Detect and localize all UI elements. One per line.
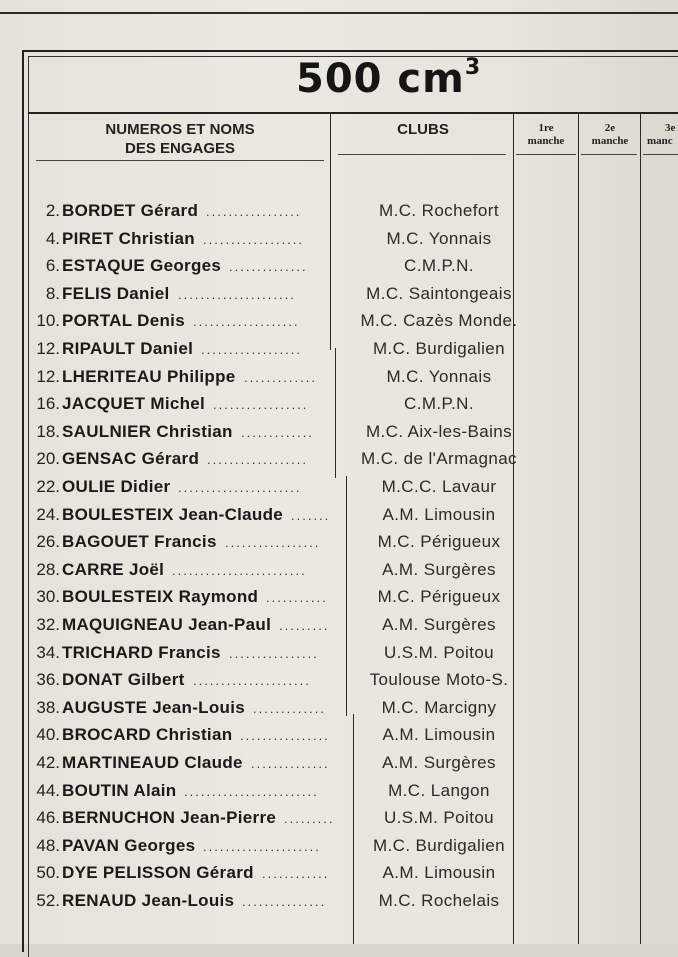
top-border (0, 0, 678, 14)
entry-number: 48. (36, 835, 60, 855)
entry-firstname: Michel (150, 394, 206, 414)
entry-surname: BOUTIN (62, 780, 129, 800)
entry-club: M.C. de l'Armagnac (361, 449, 517, 469)
entry-club: M.C. Yonnais (386, 228, 492, 248)
leader-dots: ............. (244, 369, 317, 385)
manche-2-num: 2e (604, 122, 616, 134)
entry-name (62, 753, 243, 773)
leader-dots: .............. (229, 259, 308, 275)
manche-3-num: 3e (665, 122, 676, 134)
table-row (32, 560, 632, 584)
entry-number: 36. (36, 670, 60, 690)
leader-dots: ............ (262, 866, 330, 882)
entry-club: M.C.C. Lavaur (381, 477, 497, 496)
entry-firstname: Christian (156, 725, 233, 745)
header-manche-2 (581, 122, 639, 148)
entry-name (62, 477, 170, 497)
header-noms-underline (36, 160, 324, 161)
entry-firstname: Christian (118, 228, 195, 248)
entry-club: M.C. Périgueux (377, 532, 501, 552)
entry-firstname: Gérard (140, 201, 199, 220)
entry-surname: BROCARD (62, 725, 151, 745)
leader-dots: ..................... (178, 286, 296, 302)
entry-number: 6. (45, 256, 60, 276)
entry-club: M.C. Rochefort (379, 201, 499, 220)
entry-surname: GENSAC (62, 449, 137, 469)
entry-club: M.C. Yonnais (386, 366, 492, 386)
entry-firstname: Daniel (140, 339, 194, 358)
entry-number: 4. (45, 228, 60, 248)
leader-dots: ............. (253, 700, 326, 716)
page-title (296, 56, 481, 102)
entry-firstname: Claude (184, 753, 243, 772)
table-row (32, 229, 632, 253)
entry-firstname: Jean-Louis (152, 697, 245, 717)
entry-surname: ESTAQUE (62, 256, 146, 276)
entry-number: 50. (36, 863, 60, 883)
leader-dots: ................... (193, 314, 300, 330)
title-text: 500 cm (296, 56, 465, 102)
table-row (32, 753, 632, 777)
leader-dots: ............... (242, 894, 327, 909)
entry-number: 20. (36, 449, 60, 469)
entry-surname: FELIS (62, 283, 112, 303)
entry-firstname: Gérard (196, 863, 254, 883)
entry-name (62, 725, 232, 745)
entry-surname: LHERITEAU (62, 366, 162, 386)
entry-number: 44. (36, 780, 60, 800)
entry-club: A.M. Surgères (382, 753, 496, 772)
entry-surname: MAQUIGNEAU (62, 615, 184, 634)
manche-1-num: 1re (538, 122, 554, 134)
entry-number: 22. (36, 477, 60, 496)
table-row (32, 311, 632, 335)
entry-name (62, 643, 221, 663)
table-row (32, 449, 632, 473)
leader-dots: ................. (206, 204, 302, 219)
leader-dots: ......... (284, 811, 335, 827)
entry-name (62, 394, 205, 414)
entry-number: 40. (36, 725, 60, 745)
entry-name (62, 311, 185, 331)
table-row (32, 670, 632, 694)
entry-surname: PIRET (62, 228, 114, 248)
entry-firstname: Daniel (116, 283, 170, 303)
entry-surname: BAGOUET (62, 532, 150, 552)
table-row (32, 725, 632, 749)
entry-number: 52. (36, 891, 60, 910)
entry-number: 12. (36, 339, 60, 358)
header-noms-line1: NUMEROS ET NOMS (105, 121, 255, 138)
entry-surname: BOULESTEIX (62, 504, 174, 524)
entry-firstname: Francis (158, 642, 221, 662)
entry-club: M.C. Burdigalien (372, 835, 506, 855)
entry-surname: MARTINEAUD (62, 753, 180, 772)
entry-surname: TRICHARD (62, 642, 154, 662)
manche-3-word: manc (647, 135, 673, 147)
title-superscript: 3 (464, 54, 482, 80)
entry-club: C.M.P.N. (404, 394, 474, 414)
header-clubs: CLUBS (397, 121, 449, 138)
table-row (32, 587, 632, 611)
table-row (32, 891, 632, 915)
entry-firstname: Jean-Pierre (180, 808, 277, 828)
entry-number: 10. (36, 311, 60, 331)
entry-firstname: Georges (150, 256, 222, 276)
entry-name (62, 781, 176, 801)
leader-dots: ....... (291, 507, 331, 523)
entry-name (62, 532, 217, 552)
entry-surname: RIPAULT (62, 339, 136, 358)
entry-name (62, 863, 254, 883)
table-row (32, 781, 632, 805)
entry-club: M.C. Marcigny (381, 697, 497, 717)
entry-firstname: Raymond (178, 587, 259, 607)
entry-name (62, 505, 283, 525)
leader-dots: ........... (266, 590, 328, 606)
entry-number: 8. (45, 283, 60, 303)
entry-firstname: Georges (124, 835, 196, 855)
entry-number: 16. (36, 394, 60, 414)
entry-name (62, 339, 193, 359)
entry-number: 18. (36, 421, 60, 441)
entry-name (62, 284, 170, 304)
header-manche-3 (643, 122, 678, 148)
table-row (32, 201, 632, 225)
manche-1-word: manche (527, 135, 565, 147)
entry-club: A.M. Limousin (382, 725, 496, 745)
leader-dots: .............. (251, 756, 330, 771)
leader-dots: ................. (225, 535, 321, 551)
manche-1-underline (516, 154, 576, 155)
table-row (32, 615, 632, 639)
manche-2-underline (581, 154, 637, 155)
leader-dots: ........................ (172, 562, 307, 578)
entry-number: 46. (36, 808, 60, 828)
entry-club: A.M. Surgères (382, 559, 496, 579)
entry-name (62, 670, 185, 690)
leader-dots: .................. (203, 231, 305, 247)
entry-name (62, 229, 195, 249)
entry-club: M.C. Langon (388, 780, 490, 800)
header-rule (28, 112, 678, 114)
table-row (32, 643, 632, 667)
table-row (32, 698, 632, 722)
entry-club: U.S.M. Poitou (383, 642, 495, 662)
entry-surname: PORTAL (62, 311, 133, 331)
entry-number: 28. (36, 559, 60, 579)
entry-firstname: Christian (156, 421, 233, 441)
entry-club: M.C. Burdigalien (372, 339, 506, 358)
entry-club: M.C. Rochelais (378, 891, 500, 910)
entry-name (62, 891, 234, 911)
entry-firstname: Denis (137, 311, 185, 331)
table-row (32, 394, 632, 418)
entry-surname: PAVAN (62, 835, 120, 855)
manche-3-underline (643, 154, 678, 155)
table-row (32, 284, 632, 308)
entry-club: M.C. Aix-les-Bains (365, 421, 513, 441)
entry-number: 34. (36, 642, 60, 662)
table-row (32, 863, 632, 887)
entry-firstname: Jean-Paul (188, 615, 272, 634)
entry-number: 32. (36, 615, 60, 634)
table-row (32, 367, 632, 391)
entry-club: A.M. Limousin (382, 863, 496, 883)
entry-surname: DYE PELISSON (62, 863, 192, 883)
entry-surname: BERNUCHON (62, 808, 176, 828)
entry-name (62, 836, 195, 856)
entry-surname: DONAT (62, 670, 123, 690)
table-row (32, 477, 632, 501)
column-divider-manche2 (640, 112, 641, 944)
entry-firstname: Gilbert (127, 670, 185, 690)
entry-number: 42. (36, 753, 60, 772)
entry-name (62, 615, 271, 635)
entry-surname: RENAUD (62, 891, 137, 910)
leader-dots: .................. (201, 342, 303, 357)
entry-club: M.C. Cazès Monde. (360, 311, 518, 331)
entry-firstname: Francis (154, 532, 217, 552)
entry-club: M.C. Périgueux (377, 587, 501, 607)
table-row (32, 339, 632, 363)
entry-name (62, 449, 199, 469)
leader-dots: ............. (241, 424, 314, 440)
entry-surname: SAULNIER (62, 421, 152, 441)
leader-dots: ......... (279, 618, 330, 633)
leader-dots: ................ (240, 728, 330, 744)
entry-surname: CARRE (62, 559, 124, 579)
entry-club: Toulouse Moto-S. (369, 670, 509, 690)
table-row (32, 532, 632, 556)
entry-club: M.C. Saintongeais (366, 283, 512, 303)
header-numeros-noms (60, 120, 300, 158)
entry-number: 26. (36, 532, 60, 552)
table-row (32, 836, 632, 860)
entry-name (62, 256, 221, 276)
header-noms-line2: DES ENGAGES (124, 140, 236, 157)
entry-firstname: Jean-Louis (141, 891, 235, 910)
table-row (32, 422, 632, 446)
table-row (32, 505, 632, 529)
entry-firstname: Joël (128, 559, 165, 579)
entry-firstname: Jean-Claude (178, 504, 284, 524)
entry-name (62, 560, 164, 580)
entry-number: 2. (45, 201, 60, 220)
entry-firstname: Gérard (141, 449, 200, 469)
manche-2-word: manche (591, 135, 629, 147)
entry-club: U.S.M. Poitou (383, 808, 495, 828)
leader-dots: ...................... (178, 480, 302, 495)
table-row (32, 256, 632, 280)
header-manche-1 (516, 122, 576, 148)
entry-surname: JACQUET (62, 394, 146, 414)
table-row (32, 808, 632, 832)
entry-name (62, 808, 276, 828)
entry-number: 30. (36, 587, 60, 607)
entry-firstname: Philippe (167, 366, 236, 386)
entry-surname: AUGUSTE (62, 697, 148, 717)
leader-dots: ........................ (184, 783, 319, 799)
entry-firstname: Didier (120, 477, 171, 496)
leader-dots: ................. (213, 397, 309, 413)
entry-name (62, 422, 233, 442)
entry-number: 12. (36, 366, 60, 386)
entry-number: 38. (36, 697, 60, 717)
entry-surname: BOULESTEIX (62, 587, 174, 607)
leader-dots: .................. (207, 452, 309, 468)
entry-firstname: Alain (133, 780, 177, 800)
entry-name (62, 201, 198, 221)
entry-number: 24. (36, 504, 60, 524)
entry-name (62, 587, 258, 607)
leader-dots: ..................... (193, 673, 311, 689)
leader-dots: ................ (229, 645, 319, 661)
entry-name (62, 367, 236, 387)
entry-club: A.M. Surgères (382, 615, 496, 634)
entry-name (62, 698, 245, 718)
entry-club: C.M.P.N. (404, 256, 474, 276)
entry-surname: BORDET (62, 201, 136, 220)
leader-dots: ..................... (203, 838, 321, 854)
entry-surname: OULIE (62, 477, 116, 496)
entry-club: A.M. Limousin (382, 504, 496, 524)
header-clubs-underline (338, 154, 506, 155)
